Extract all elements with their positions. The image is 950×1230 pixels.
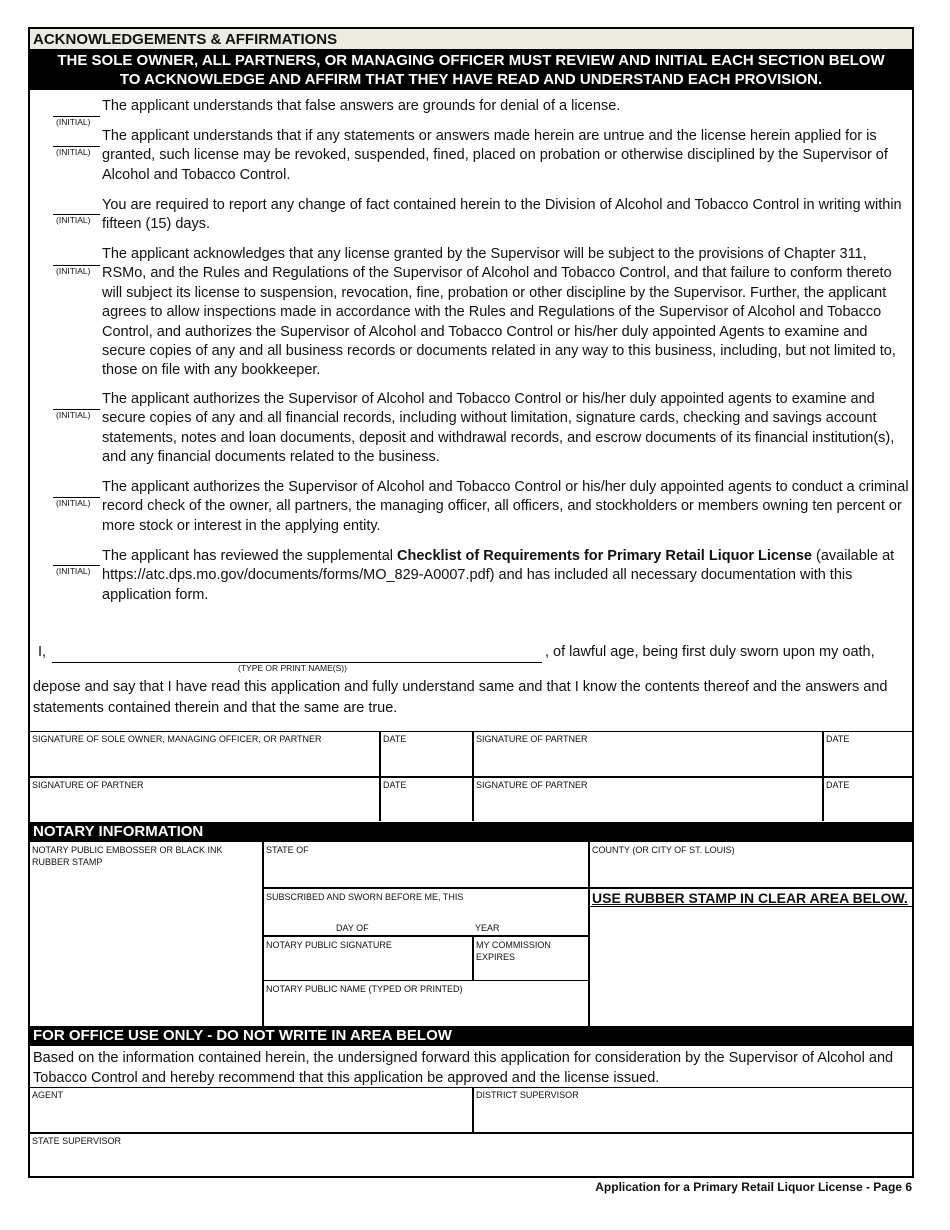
partner-signature-label: SIGNATURE OF PARTNER [32,780,144,790]
state-supervisor-field[interactable] [30,1134,912,1176]
state-supervisor-label: STATE SUPERVISOR [32,1136,122,1146]
partner-date-field[interactable] [822,778,912,821]
acknowledgement-text: The applicant understands that if any statements or answers made herein are untrue and the license herein applied for is granted, such license may be revoked, suspended, fined, placed on probation or otherwise disciplined by the Supervisor of Alcohol and Tobacco Control. [102,128,888,183]
acknowledgement-instructions-banner [30,50,912,90]
notary-name-label: NOTARY PUBLIC NAME (TYPED OR PRINTED) [266,984,463,994]
signature-row-1 [30,731,912,776]
partner-signature-field[interactable] [30,778,379,821]
owner-signature-field[interactable] [30,732,379,776]
printed-name-label: (TYPE OR PRINT NAME(S)) [238,663,347,673]
agent-field[interactable] [30,1088,472,1132]
partner-signature-label: SIGNATURE OF PARTNER [476,734,588,744]
sworn-date-field[interactable] [262,887,588,935]
acknowledgement-text: The applicant acknowledges that any license granted by the Supervisor will be subject to the provisions of Chapter 311, RSMo, and the Rules and Regulations of the Supervisor of Alcohol and Tobacco Control, and that failure to conform thereto will subject its license to suspension, revocation, fine, probation or other discipline by the Supervisor. Further, the applicant agrees to allow inspections made in accordance with the Rules and Regulations of the Supervisor of Alcohol and Tobacco Control, and authorizes the Supervisor of Alcohol and Tobacco Control or his/her duly appointed Agents to examine and secure copies of any and all business records or documents related in any way to this business, including, but not limited to, those on file with any bookkeeper. [102,246,896,379]
checklist-text-before: The applicant has reviewed the supplemental [102,548,398,564]
owner-date-field[interactable] [379,732,472,776]
office-row-2 [30,1132,912,1176]
page-footer: Application for a Primary Retail Liquor License - Page 6 [595,1180,912,1194]
oath-prefix: I, [38,644,47,660]
banner-line-1: THE SOLE OWNER, ALL PARTNERS, OR MANAGING OFFICER MUST REVIEW AND INITIAL EACH SECTION BELOW [57,52,885,69]
acknowledgement-item-1 [30,95,912,127]
county-field[interactable] [588,842,912,887]
acknowledgement-item-5 [30,389,912,471]
initial-label: (INITIAL) [56,215,91,225]
state-of-label: STATE OF [266,845,309,855]
initial-label: (INITIAL) [56,498,91,508]
initial-label: (INITIAL) [56,147,91,157]
acknowledgement-text: The applicant authorizes the Supervisor of Alcohol and Tobacco Control or his/her duly appointed agents to examine and secure copies of any and all financial records, including without limitation, signature cards, checking and savings account statements, notes and loan documents, deposit and withdrawal records, and escrow documents of its financial institution(s), and any financial documents related to the business. [102,391,895,466]
date-label: DATE [826,734,850,744]
initial-label: (INITIAL) [56,266,91,276]
notary-signature-label: NOTARY PUBLIC SIGNATURE [266,940,392,950]
year-label: YEAR [475,923,500,933]
acknowledgement-text: You are required to report any change of fact contained herein to the Division of Alcohol and Tobacco Control in writing within fifteen (15) days. [102,197,902,233]
county-label: COUNTY (OR CITY OF ST. LOUIS) [592,845,735,855]
rubber-stamp-notice: USE RUBBER STAMP IN CLEAR AREA BELOW. [590,889,912,907]
acknowledgement-text: The applicant authorizes the Supervisor of Alcohol and Tobacco Control or his/her duly appointed agents to conduct a criminal record check of the owner, all partners, the managing officer, all officers, and stockholders or members owning ten percent or more stock or interest in the applying entity. [102,479,909,534]
initial-label: (INITIAL) [56,566,91,576]
checklist-title: Checklist of Requirements for Primary Retail Liquor License [397,548,812,564]
commission-expires-label: MY COMMISSION EXPIRES [476,940,551,962]
initial-label: (INITIAL) [56,410,91,420]
acknowledgement-item-3 [30,195,912,237]
sworn-label: SUBSCRIBED AND SWORN BEFORE ME, THIS [266,892,464,902]
agent-label: AGENT [32,1090,64,1100]
partner-signature-field[interactable] [472,732,822,776]
owner-signature-label: SIGNATURE OF SOLE OWNER, MANAGING OFFICER, OR PARTNER [32,734,322,744]
oath-suffix: , of lawful age, being first duly sworn upon my oath, [545,644,875,660]
acknowledgement-item-7 [30,546,912,608]
banner-line-2: TO ACKNOWLEDGE AND AFFIRM THAT THEY HAVE READ AND UNDERSTAND EACH PROVISION. [119,71,823,88]
notary-stamp-area [30,842,262,1026]
notary-stamp-label: NOTARY PUBLIC EMBOSSER OR BLACK INK RUBBER STAMP [32,845,223,867]
office-use-text: Based on the information contained herein, the undersigned forward this application for consideration by the Supervisor of Alcohol and Tobacco Control and hereby recommend that this application be approved and the license issued. [33,1050,894,1086]
acknowledgement-item-6 [30,477,912,539]
partner-date-field[interactable] [379,778,472,821]
checklist-text-after: (available at https://atc.dps.mo.gov/documents/forms/MO_829-A0007.pdf) and has included all necessary documentation with this application form. [102,548,895,603]
oath-paragraph: depose and say that I have read this application and fully understand same and that I know the contents thereof and the answers and statements contained therein and that the same are true. [33,679,888,716]
partner-signature-label: SIGNATURE OF PARTNER [476,780,588,790]
acknowledgement-item-2 [30,125,912,189]
district-supervisor-field[interactable] [472,1088,912,1132]
partner-signature-field[interactable] [472,778,822,821]
notary-signature-field[interactable] [262,935,472,980]
section-title-notary: NOTARY INFORMATION [30,822,912,842]
notary-name-field[interactable] [262,980,588,1026]
form-page [28,27,914,1178]
partner-date-field[interactable] [822,732,912,776]
signature-row-2 [30,776,912,821]
office-row-1 [30,1087,912,1132]
date-label: DATE [826,780,850,790]
acknowledgement-text [102,547,910,605]
acknowledgement-text: The applicant understands that false answers are grounds for denial of a license. [102,98,621,114]
initial-label: (INITIAL) [56,117,91,127]
district-supervisor-label: DISTRICT SUPERVISOR [476,1090,579,1100]
acknowledgement-item-4 [30,244,912,384]
state-of-field[interactable] [262,842,588,887]
commission-expires-field[interactable] [472,935,588,980]
rubber-stamp-area [588,887,912,1026]
date-label: DATE [383,780,407,790]
day-of-label: DAY OF [336,923,369,933]
section-title-acknowledgements: ACKNOWLEDGEMENTS & AFFIRMATIONS [30,29,912,50]
notary-section [30,842,912,1026]
section-title-office-use: FOR OFFICE USE ONLY - DO NOT WRITE IN AREA BELOW [30,1026,912,1046]
date-label: DATE [383,734,407,744]
